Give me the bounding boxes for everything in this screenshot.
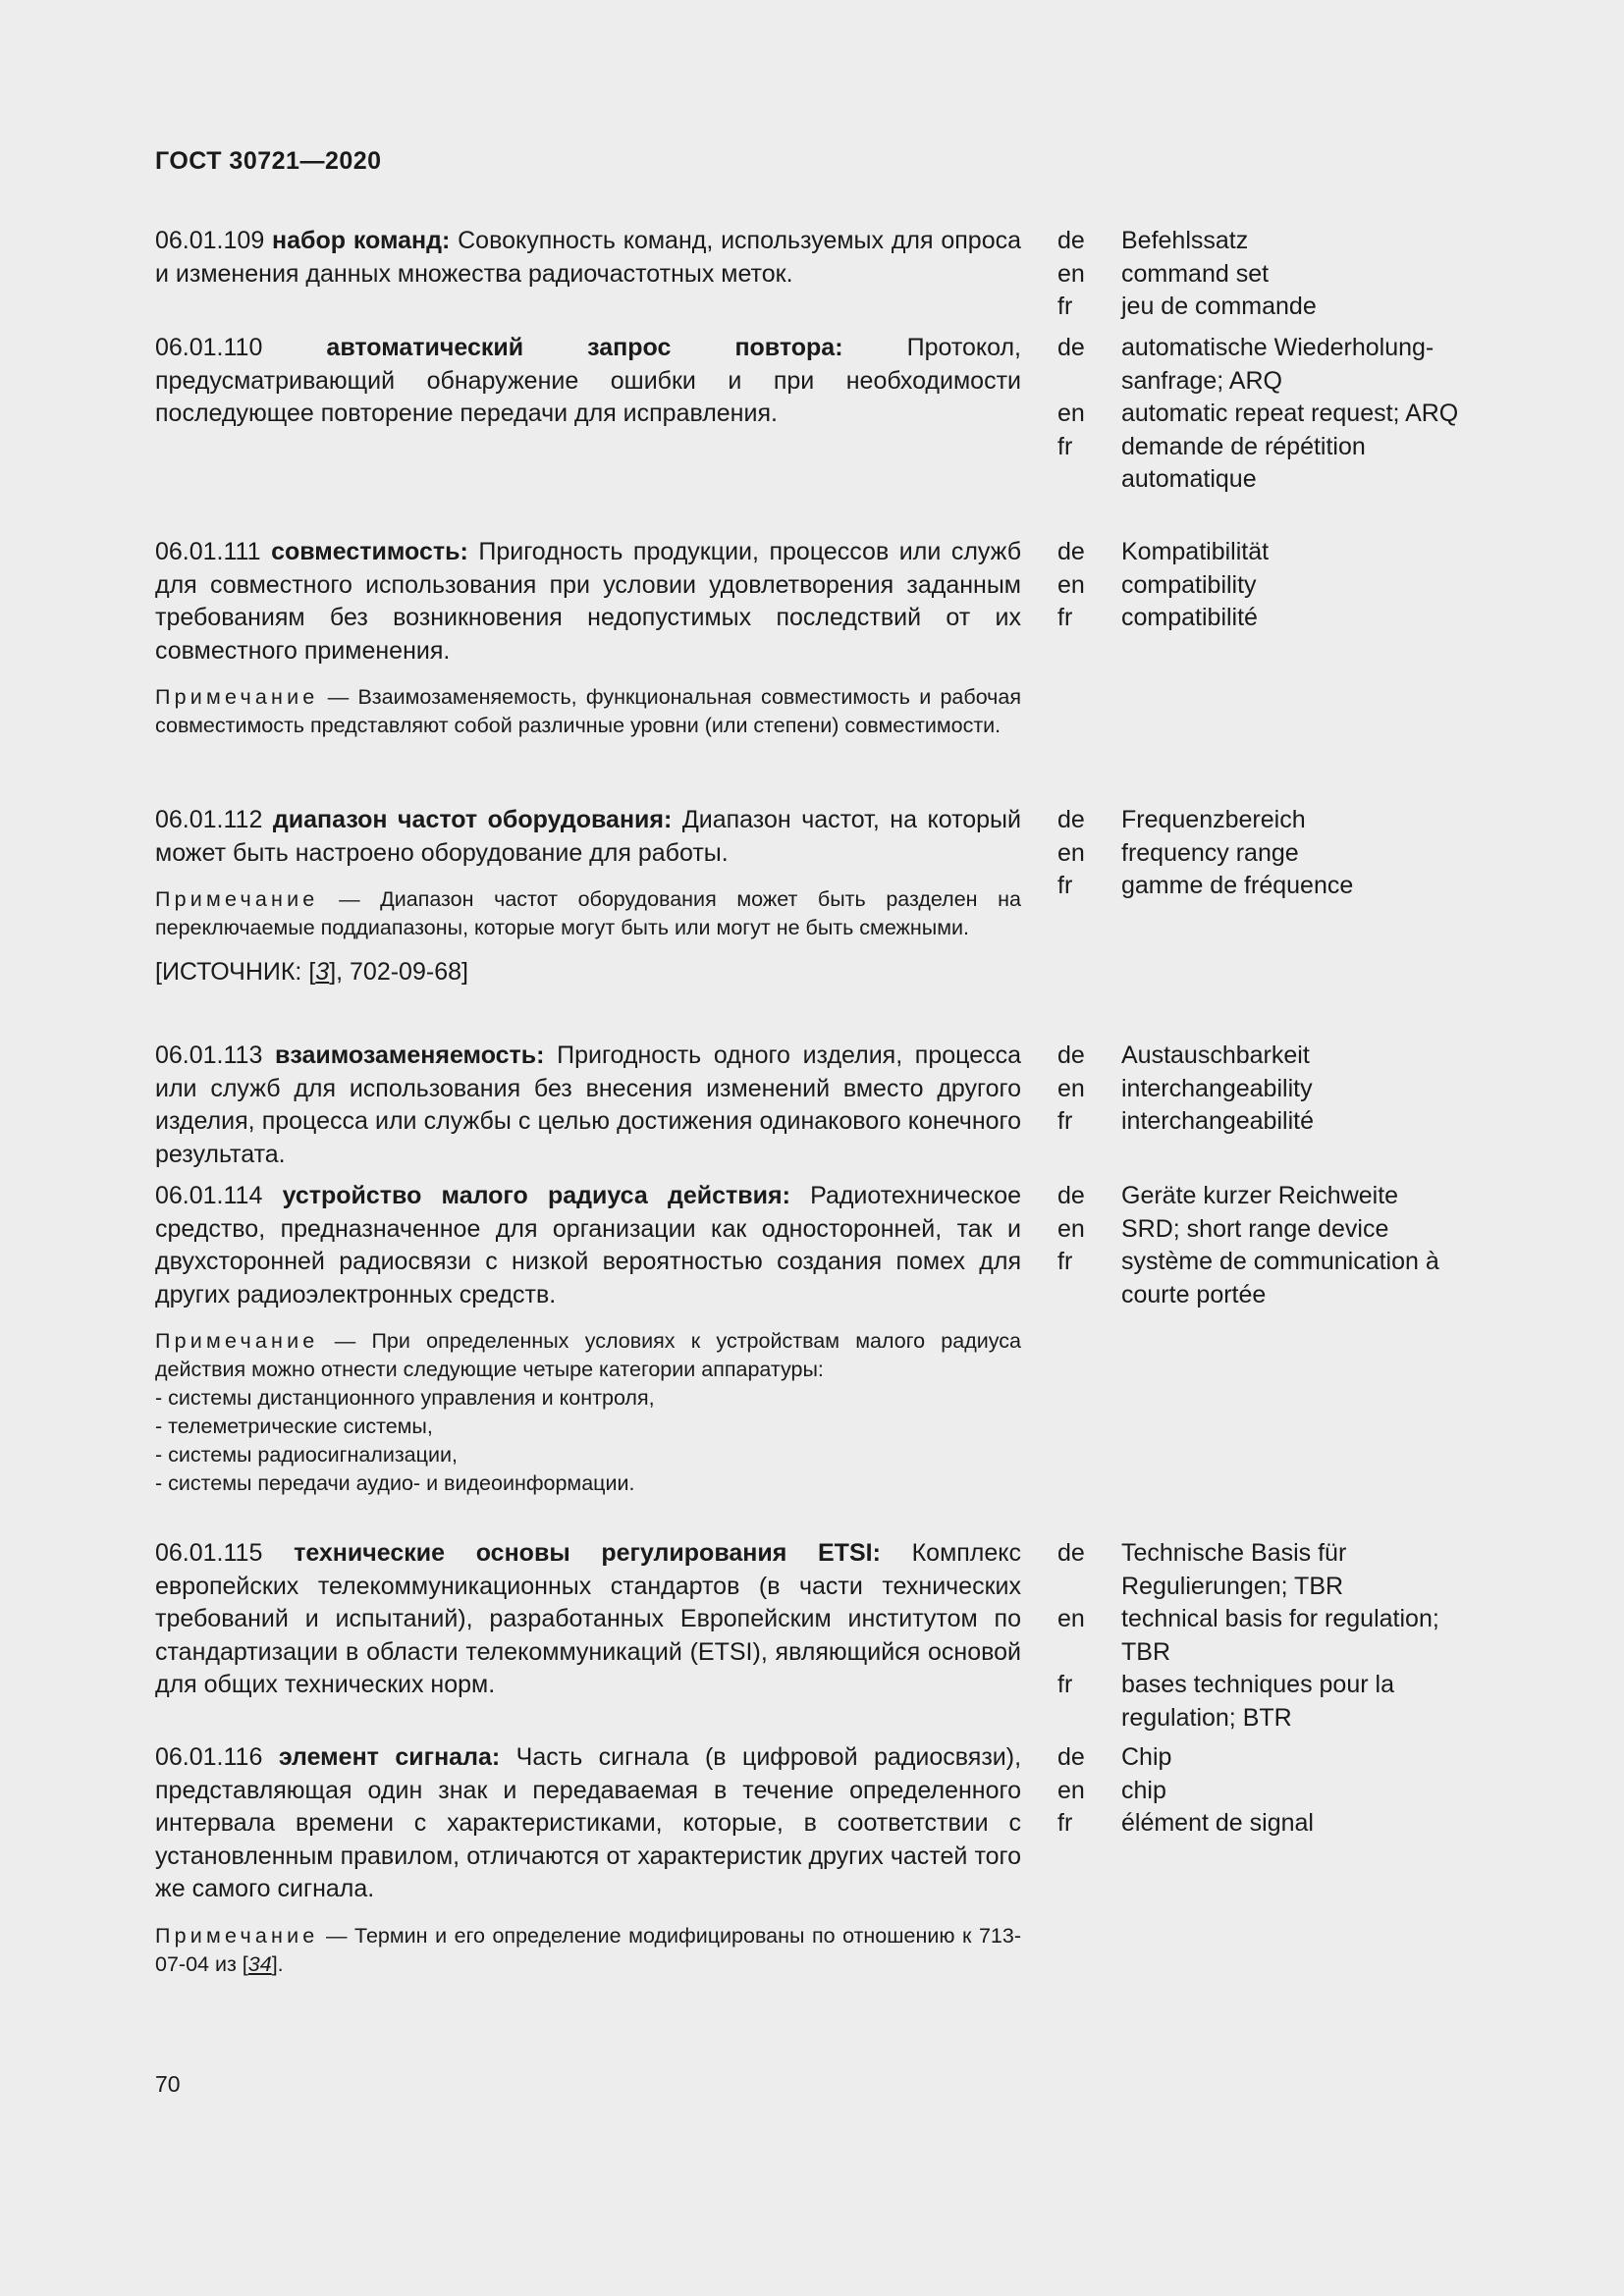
lang-term: command set <box>1121 259 1270 288</box>
lang-code: fr <box>1057 432 1073 460</box>
lang-code: de <box>1057 1182 1085 1209</box>
lang-term: gamme de fréquence <box>1121 872 1354 899</box>
lang-term: automatic repeat request; ARQ <box>1121 400 1459 427</box>
note-list-item: - системы радиосигнализации, <box>155 1443 458 1467</box>
definition-text: Пригодность одного изделия, процесса или служб для использования без внесения изменений вместо другого изделия, процесса или службы с целью достижения одинакового конечного результата. <box>155 1041 1022 1168</box>
term-translations <box>1057 1537 1480 1735</box>
term-name: диапазон частот оборудования: <box>272 806 673 833</box>
term-code: 06.01.114 <box>155 1182 263 1209</box>
term-note <box>155 1922 1021 1979</box>
lang-code: de <box>1057 1539 1085 1567</box>
lang-code: de <box>1057 806 1085 833</box>
note-list-item: - телеметрические системы, <box>155 1415 433 1438</box>
lang-term: chip <box>1121 1776 1166 1804</box>
definition-text: Совокупность команд, используемых для опроса и изменения данных множества радиочастотных меток. <box>155 227 1021 288</box>
lang-code: fr <box>1057 872 1073 899</box>
note-suffix: ]. <box>271 1951 284 1976</box>
translation-row <box>1057 804 1480 837</box>
translation-row <box>1057 398 1480 431</box>
lang-code: fr <box>1057 1248 1073 1275</box>
document-title: ГОСТ 30721—2020 <box>155 147 382 175</box>
note-label: Примечание <box>155 1329 319 1353</box>
lang-term: Austauschbarkeit <box>1121 1041 1310 1069</box>
lang-code: de <box>1057 1041 1085 1069</box>
term-translations <box>1057 1741 1480 1841</box>
term-translations <box>1057 332 1480 497</box>
term-definition <box>155 1537 1021 1702</box>
term-definition <box>155 1040 1021 1171</box>
translation-row <box>1057 870 1480 903</box>
source-prefix: [ИСТОЧНИК: [ <box>155 958 316 986</box>
lang-code: en <box>1057 259 1085 288</box>
translation-row <box>1057 1180 1480 1213</box>
definition-text: Комплекс европейских телекоммуникационных стандартов (в части технических требований и испытаний), разработанных Европейским институтом по стандартизации в области телекоммуникаций (ETSI), являющийся основой для общих технических норм. <box>155 1539 1022 1698</box>
source-citation-link[interactable]: 3 <box>315 958 330 986</box>
lang-term: jeu de commande <box>1121 293 1317 320</box>
translation-row <box>1057 1603 1480 1669</box>
term-code: 06.01.112 <box>155 806 263 833</box>
note-text: — Термин и его определение модифицированы по отношению к 713-07-04 из [ <box>155 1923 1021 1976</box>
translation-row <box>1057 1246 1480 1311</box>
lang-code: de <box>1057 538 1085 565</box>
lang-code: en <box>1057 838 1085 867</box>
term-definition <box>155 536 1021 740</box>
term-translations <box>1057 225 1480 324</box>
note-list-item: - системы дистанционного управления и контроля, <box>155 1386 655 1410</box>
term-translations <box>1057 536 1480 635</box>
term-name: автоматический запрос повтора: <box>326 334 843 361</box>
lang-term: système de communication à courte portée <box>1121 1248 1439 1308</box>
term-name: взаимозаменяемость: <box>275 1041 545 1069</box>
lang-code: en <box>1057 1605 1085 1632</box>
term-definition <box>155 1180 1021 1498</box>
source-suffix: ], 702-09-68] <box>329 958 468 986</box>
lang-term: interchangeabilité <box>1121 1107 1314 1135</box>
note-text: — При определенных условиях к устройствам малого радиуса действия можно отнести следующие четыре категории аппаратуры: <box>155 1329 1021 1381</box>
lang-term: Geräte kurzer Reichweite <box>1121 1182 1399 1209</box>
term-translations <box>1057 1040 1480 1139</box>
translation-row <box>1057 536 1480 569</box>
note-label: Примечание <box>155 1923 319 1948</box>
term-note <box>155 885 1021 942</box>
lang-term: Befehlssatz <box>1121 227 1249 254</box>
term-note <box>155 683 1021 740</box>
lang-term: compatibilité <box>1121 604 1258 631</box>
term-code: 06.01.116 <box>155 1743 263 1771</box>
translation-row <box>1057 1213 1480 1247</box>
note-list-item: - системы передачи аудио- и видеоинформации. <box>155 1471 635 1495</box>
note-text: — Диапазон частот оборудования может быть разделен на переключаемые поддиапазоны, которые могут быть или могут не быть смежными. <box>155 887 1021 939</box>
term-definition <box>155 804 1021 989</box>
translation-row <box>1057 1073 1480 1106</box>
note-label: Примечание <box>155 685 319 709</box>
lang-code: en <box>1057 570 1085 599</box>
lang-term: Kompatibilität <box>1121 538 1270 565</box>
term-translations <box>1057 804 1480 903</box>
translation-row <box>1057 431 1480 497</box>
note-label: Примечание <box>155 887 319 911</box>
translation-row <box>1057 332 1480 398</box>
translation-row <box>1057 291 1480 324</box>
term-note <box>155 1327 1021 1498</box>
lang-term: Frequenzbereich <box>1121 806 1306 833</box>
lang-code: fr <box>1057 1107 1073 1135</box>
term-name: технические основы регулирования ETSI: <box>294 1539 881 1567</box>
lang-code: de <box>1057 334 1085 361</box>
lang-term: technical basis for regulation; TBR <box>1121 1605 1439 1666</box>
lang-term: bases techniques pour la regulation; BTR <box>1121 1671 1394 1732</box>
translation-row <box>1057 1537 1480 1603</box>
definition-text: Пригодность продукции, процессов или служб для совместного использования при условии удовлетворения заданным требованиям без возникновения недопустимых последствий от их совместного применения. <box>155 538 1022 665</box>
term-name: набор команд: <box>272 227 451 254</box>
term-code: 06.01.110 <box>155 334 263 361</box>
term-name: устройство малого радиуса действия: <box>282 1182 790 1209</box>
lang-code: fr <box>1057 1809 1073 1837</box>
lang-term: élément de signal <box>1121 1809 1314 1837</box>
term-code: 06.01.111 <box>155 538 261 565</box>
definition-text: Часть сигнала (в цифровой радиосвязи), представляющая один знак и передаваемая в течение определенного интервала времени с характеристиками, которые, в соответствии с установленным правилом, отличаются от характеристик других частей того же самого сигнала. <box>155 1743 1022 1902</box>
term-translations <box>1057 1180 1480 1311</box>
lang-term: automatische Wiederholung-sanfrage; ARQ <box>1121 334 1435 395</box>
translation-row <box>1057 1669 1480 1735</box>
translation-row <box>1057 1105 1480 1139</box>
lang-code: fr <box>1057 293 1073 320</box>
term-code: 06.01.113 <box>155 1041 263 1069</box>
translation-row <box>1057 837 1480 871</box>
translation-row <box>1057 1807 1480 1841</box>
lang-code: fr <box>1057 604 1073 631</box>
lang-term: demande de répétition automatique <box>1121 432 1366 493</box>
translation-row <box>1057 1040 1480 1073</box>
lang-code: de <box>1057 1743 1085 1771</box>
translation-row <box>1057 602 1480 635</box>
source-reference <box>155 956 1021 989</box>
lang-term: SRD; short range device <box>1121 1214 1389 1243</box>
lang-code: en <box>1057 400 1085 427</box>
translation-row <box>1057 569 1480 603</box>
lang-term: frequency range <box>1121 838 1299 867</box>
note-text: — Взаимозаменяемость, функциональная совместимость и рабочая совместимость представляют собой различные уровни (или степени) совместимости. <box>155 685 1021 737</box>
lang-term: Technische Basis für Regulierungen; TBR <box>1121 1539 1347 1600</box>
translation-row <box>1057 258 1480 292</box>
term-definition <box>155 1741 1021 1979</box>
term-code: 06.01.109 <box>155 227 265 254</box>
translation-row <box>1057 1775 1480 1808</box>
lang-code: en <box>1057 1074 1085 1102</box>
lang-code: en <box>1057 1776 1085 1804</box>
note-citation-link[interactable]: 34 <box>247 1951 272 1976</box>
page-number: 70 <box>155 2071 181 2097</box>
term-name: совместимость: <box>271 538 468 565</box>
term-code: 06.01.115 <box>155 1539 263 1567</box>
term-definition <box>155 225 1021 291</box>
lang-code: en <box>1057 1214 1085 1243</box>
definition-text: Радиотехническое средство, предназначенное для организации как односторонней, так и двухсторонней радиосвязи с низкой вероятностью создания помех для других радиоэлектронных средств. <box>155 1182 1021 1308</box>
translation-row <box>1057 1741 1480 1775</box>
term-name: элемент сигнала: <box>278 1743 501 1771</box>
definition-text: Протокол, предусматривающий обнаружение ошибки и при необходимости последующее повторение передачи для исправления. <box>155 334 1021 427</box>
term-definition <box>155 332 1021 431</box>
definition-text: Диапазон частот, на который может быть настроено оборудование для работы. <box>155 806 1021 867</box>
translation-row <box>1057 225 1480 258</box>
lang-code: de <box>1057 227 1085 254</box>
lang-term: compatibility <box>1121 570 1257 599</box>
lang-term: interchangeability <box>1121 1074 1313 1102</box>
lang-code: fr <box>1057 1671 1073 1698</box>
lang-term: Chip <box>1121 1743 1172 1771</box>
